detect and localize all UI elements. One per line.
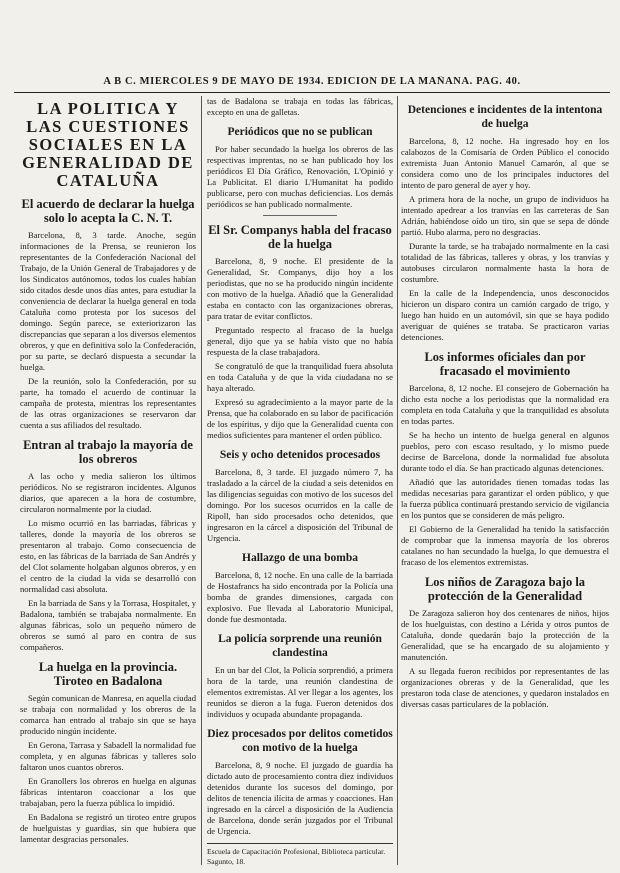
page-header: A B C. MIERCOLES 9 DE MAYO DE 1934. EDICION DE LA MAÑANA. PAG. 40. xyxy=(103,76,521,87)
headline-periodicos: Periódicos que no se publican xyxy=(227,126,373,138)
paragraph: Barcelona, 8, 12 noche. Ha ingresado hoy en los calabozos de la Comisaría de Orden Público el conocido extremista Juan Antonio Manuel Camarón, al que se considera como uno de los principales inductores del intento de paro general de ayer y hoy. xyxy=(401,136,609,190)
paragraph: A primera hora de la noche, un grupo de individuos ha intentado apedrear a los tranvías en las carreteras de San Adrián, habiéndose oído un tiro, sin que se sepa de dónde partió. Hubo alarma, pero no desgracias. xyxy=(401,194,609,237)
headline-trabajo: Entran al trabajo la mayoría de los obreros xyxy=(23,438,193,466)
paragraph: A su llegada fueron recibidos por representantes de las organizaciones obreras y de la Generalidad, que les prestaron toda clase de atenciones, y quedaron instalados en diversas casas particulares de la población. xyxy=(401,666,609,709)
headline-reunion: La policía sorprende una reunión clandestina xyxy=(218,633,382,659)
paragraph: Barcelona, 8, 9 noche. El juzgado de guardia ha dictado auto de procesamiento contra diez individuos detenidos durante los sucesos del domingo, por delitos de tenencia ilícita de armas y coacciones. Han ingresado en la cárcel a disposición de la Audiencia de Barcelona, donde serán juzgados por el Tribunal de Urgencia. xyxy=(207,760,393,836)
paragraph: Barcelona, 8, 12 noche. En una calle de la barriada de Hostafrancs ha sido encontrada por la Policía una bomba de grandes dimensiones, cargada con explosivo. Fue llevada al Laboratorio Municipal, donde fue desmontada. xyxy=(207,570,393,624)
column-right xyxy=(401,96,609,867)
headline-companys: El Sr. Companys habla del fracaso de la huelga xyxy=(208,223,392,251)
paragraph: Según comunican de Manresa, en aquella ciudad se trabaja con normalidad y los obreros de la comarca han entrado al trabajo sin que se haya producido ningún incidente. xyxy=(20,693,196,736)
paragraph: Añadió que las autoridades tienen tomadas todas las medidas necesarias para garantizar el orden público, y que la fuerza pública continuará prestando servicio de vigilancia en los puntos que se consideren de más peligro. xyxy=(401,477,609,520)
paragraph: A las ocho y media salieron los últimos periódicos. No se registraron incidentes. Algunos diarios, que aparecen a la hora de costumbre, circularon normalmente por la ciudad. xyxy=(20,471,196,514)
paragraph: Barcelona, 8, 3 tarde. El juzgado número 7, ha trasladado a la cárcel de la ciudad a seis detenidos en las diligencias seguidas con motivo de los sucesos del domingo. Por los sucesos ocurridos en la calle de Ripoll, han sido procesados ocho detenidos, que ingresaron en la cárcel a disposición del Tribunal de Urgencia. xyxy=(207,467,393,543)
column-rule-right xyxy=(397,96,398,865)
headline-provincia: La huelga en la provincia. Tiroteo en Badalona xyxy=(38,660,178,688)
paragraph: Por haber secundado la huelga los obreros de las respectivas imprentas, no se han publicado hoy los periódicos El Día Gráfico, Renovación, L'Opinió y La Publicitat. El diario L'Humanitat ha podido publicarse, pero con muchas deficiencias. Los demás periódicos se han publicado normalmente. xyxy=(207,144,393,209)
paragraph: En Badalona se registró un tiroteo entre grupos de huelguistas y guardias, sin que hubiera que lamentar desgracias personales. xyxy=(20,812,196,844)
paragraph: tas de Badalona se trabaja en todas las fábricas, excepto en una de galletas. xyxy=(207,96,393,117)
column-middle xyxy=(207,96,393,867)
header-rule xyxy=(14,92,610,93)
headline-informes: Los informes oficiales dan por fracasado el movimiento xyxy=(424,350,586,378)
paragraph: En un bar del Clot, la Policía sorprendió, a primera hora de la tarde, una reunión clandestina de elementos extremistas. Al ver llegar a los agentes, los reunidos se dieron a la fuga. Fueron detenidos dos individuos y ocupada abundante propaganda. xyxy=(207,665,393,719)
paragraph: Expresó su agradecimiento a la mayor parte de la Prensa, que ha colaborado en su labor de pacificación de los espíritus, y dijo que la Generalidad cuenta con medios suficientes para mantener el orden público. xyxy=(207,397,393,440)
paragraph: De Zaragoza salieron hoy dos centenares de niños, hijos de los huelguistas, con destino a Lérida y otros puntos de Cataluña, donde quedarán bajo la protección de la Generalidad, que se ha encargado de su alojamiento y manutención. xyxy=(401,608,609,662)
column-left xyxy=(20,96,196,867)
main-title: LA POLITICA Y LAS CUESTIONES SOCIALES EN LA GENERALIDAD DE CATALUÑA xyxy=(22,99,194,190)
paragraph: Durante la tarde, se ha trabajado normalmente en la casi totalidad de las fábricas, talleres y obras, y los tranvías y autobuses circularon normalmente hasta la hora de costumbre. xyxy=(401,241,609,284)
headline-detenciones: Detenciones e incidentes de la intentona de huelga xyxy=(407,104,603,130)
paragraph: Barcelona, 8, 9 noche. El presidente de la Generalidad, Sr. Companys, dijo hoy a los periodistas, que no se ha producido ningún incidente con motivo de la huelga. Añadió que la Generalidad estaba en contacto con las organizaciones obreras, para tratar de evitar conflictos. xyxy=(207,256,393,321)
headline-detenidos: Seis y ocho detenidos procesados xyxy=(219,449,381,461)
footer-note: Escuela de Capacitación Profesional, Biblioteca particular. Sagunto, 18. xyxy=(207,843,393,867)
headline-huelga: El acuerdo de declarar la huelga solo lo acepta la C. N. T. xyxy=(21,197,195,225)
headline-ninos: Los niños de Zaragoza bajo la protección de la Generalidad xyxy=(424,575,586,603)
paragraph: Barcelona, 8, 3 tarde. Anoche, según informaciones de la Prensa, se reunieron los representantes de la Confederación Nacional del Trabajo, de la Unión General de Trabajadores y de los Sindicatos autónomos, todos los cuales habían sido citados desde unos días antes, para estudiar la conveniencia de declarar la huelga general en toda Cataluña como protesta por los sucesos del domingo. Según parece, se exteriorizaron las discrepancias que separan a los diversos elementos obreros, y que en definitiva solo la Confederación, por su parte, se declaró dispuesta a secundar la huelga. xyxy=(20,230,196,372)
paragraph: En la calle de la Independencia, unos desconocidos hicieron un disparo contra un camión cargado de trigo, y luego han huido en un automóvil, sin que se haya podido averiguar de quiénes se trataba. Se practicaron varias detenciones. xyxy=(401,288,609,342)
paragraph: Se congratuló de que la tranquilidad fuera absoluta en toda Cataluña y de que la vida ciudadana no se haya alterado. xyxy=(207,361,393,393)
headline-bomba: Hallazgo de una bomba xyxy=(242,552,358,564)
paragraph: En Granollers los obreros en huelga en algunas fábricas intentaron coaccionar a los que trabajaban, pero la fuerza pública lo impidió. xyxy=(20,776,196,808)
separator xyxy=(263,215,337,216)
paragraph: Preguntado respecto al fracaso de la huelga general, dijo que ya se había visto que no había respuesta de la clase trabajadora. xyxy=(207,325,393,357)
paragraph: Se ha hecho un intento de huelga general en algunos pueblos, pero con escaso resultado, y lo mismo puede decirse de Barcelona, donde la normalidad fue absoluta durante todo el día. Se han practicado algunas detenciones. xyxy=(401,430,609,473)
paragraph: En la barriada de Sans y la Torrasa, Hospitalet, y Badalona, también se trabajaba normalmente. En algunas fábricas, solo un pequeño número de obreros se sumó al paro en contra de sus compañeros. xyxy=(20,598,196,652)
paragraph: De la reunión, solo la Confederación, por su parte, ha tomado el acuerdo de continuar la campaña de protesta, mientras los representantes de las otras organizaciones se reservaron dar cuenta a sus afiliados del resultado. xyxy=(20,376,196,430)
headline-procesados: Diez procesados por delitos cometidos con motivo de la huelga xyxy=(207,728,393,754)
paragraph: En Gerona, Tarrasa y Sabadell la normalidad fue completa, y en algunas fábricas y talleres solo faltaron unos cuantos obreros. xyxy=(20,740,196,772)
paragraph: El Gobierno de la Generalidad ha tenido la satisfacción de comprobar que la inmensa mayoría de los obreros catalanes no han secundado la huelga, lo que demuestra el fracaso de los elementos extremistas. xyxy=(401,524,609,567)
paragraph: Barcelona, 8, 12 noche. El consejero de Gobernación ha dicho esta noche a los periodistas que la normalidad era completa en toda Cataluña y que la tranquilidad es absoluta en todas partes. xyxy=(401,383,609,426)
paragraph: Lo mismo ocurrió en las barriadas, fábricas y talleres, donde la mayoría de los obreros se presentaron al trabajo. Como consecuencia de esto, en las fábricas de la barriada de San Andrés y del Clot solamente holgaban algunos obreros, y en el centro de la ciudad la vida se desarrolló con normalidad casi absoluta. xyxy=(20,518,196,594)
column-rule-left xyxy=(201,96,202,865)
